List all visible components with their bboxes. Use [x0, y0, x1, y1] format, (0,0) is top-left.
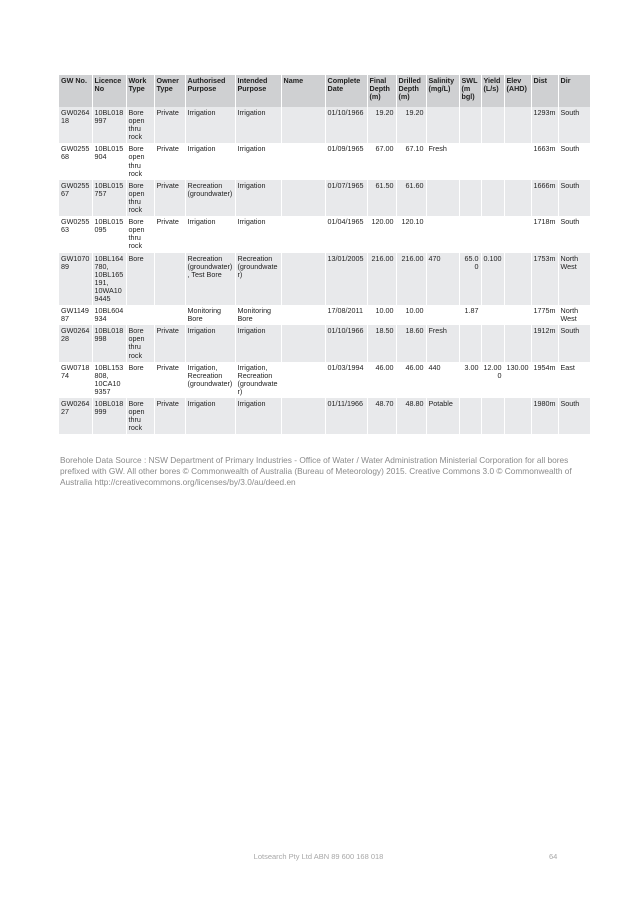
column-header: Dir: [558, 75, 590, 107]
table-cell: 65.00: [459, 253, 481, 306]
table-cell: [481, 143, 504, 179]
table-cell: GW107089: [59, 253, 92, 306]
table-row: [59, 398, 590, 434]
table-cell: GW025568: [59, 143, 92, 179]
table-cell: 10.00: [367, 305, 396, 325]
table-cell: Irrigation: [235, 325, 281, 361]
table-cell: 470: [426, 253, 459, 306]
table-cell: South: [558, 216, 590, 252]
table-cell: 13/01/2005: [325, 253, 367, 306]
table-cell: [504, 253, 531, 306]
table-cell: Bore open thru rock: [126, 143, 154, 179]
table-cell: 10BL018999: [92, 398, 126, 434]
table-cell: 18.60: [396, 325, 426, 361]
table-row: [59, 180, 590, 216]
column-header: GW No.: [59, 75, 92, 107]
table-cell: [504, 216, 531, 252]
table-cell: [481, 107, 504, 143]
table-cell: 17/08/2011: [325, 305, 367, 325]
table-cell: 67.00: [367, 143, 396, 179]
table-cell: Bore open thru rock: [126, 107, 154, 143]
table-cell: Recreation (groundwater): [185, 180, 235, 216]
table-cell: 12.000: [481, 362, 504, 398]
table-cell: 10BL604934: [92, 305, 126, 325]
table-cell: Monitoring Bore: [185, 305, 235, 325]
table-cell: GW026418: [59, 107, 92, 143]
table-cell: 46.00: [396, 362, 426, 398]
table-cell: [281, 107, 325, 143]
column-header: Yield (L/s): [481, 75, 504, 107]
table-cell: 10BL153808, 10CA109357: [92, 362, 126, 398]
table-cell: Bore open thru rock: [126, 180, 154, 216]
table-cell: Irrigation: [235, 398, 281, 434]
table-cell: 19.20: [396, 107, 426, 143]
table-cell: 10BL018998: [92, 325, 126, 361]
table-cell: [459, 143, 481, 179]
table-cell: 1954m: [531, 362, 558, 398]
table-row: [59, 107, 590, 143]
table-cell: 1980m: [531, 398, 558, 434]
table-cell: Bore: [126, 362, 154, 398]
table-cell: North West: [558, 305, 590, 325]
table-row: [59, 253, 590, 306]
column-header: Salinity (mg/L): [426, 75, 459, 107]
table-cell: [426, 107, 459, 143]
table-cell: 10BL015095: [92, 216, 126, 252]
table-cell: Irrigation: [185, 143, 235, 179]
table-header-row: [59, 75, 590, 107]
column-header: Final Depth (m): [367, 75, 396, 107]
table-cell: [426, 305, 459, 325]
column-header: Work Type: [126, 75, 154, 107]
table-row: [59, 362, 590, 398]
table-cell: East: [558, 362, 590, 398]
table-cell: Private: [154, 216, 185, 252]
table-cell: 18.50: [367, 325, 396, 361]
table-cell: 01/03/1994: [325, 362, 367, 398]
table-cell: Irrigation: [185, 325, 235, 361]
footer-company: Lotsearch Pty Ltd ABN 89 600 168 018: [253, 852, 384, 861]
table-cell: [281, 253, 325, 306]
table-cell: Potable: [426, 398, 459, 434]
table-cell: 48.70: [367, 398, 396, 434]
table-cell: 1718m: [531, 216, 558, 252]
table-cell: North West: [558, 253, 590, 306]
table-cell: 440: [426, 362, 459, 398]
column-header: Drilled Depth (m): [396, 75, 426, 107]
table-cell: [154, 305, 185, 325]
table-cell: [281, 216, 325, 252]
table-cell: [281, 362, 325, 398]
table-cell: South: [558, 398, 590, 434]
table-cell: [426, 180, 459, 216]
page-number: 64: [549, 852, 558, 861]
table-cell: 01/04/1965: [325, 216, 367, 252]
table-cell: 01/07/1965: [325, 180, 367, 216]
table-cell: [504, 143, 531, 179]
table-cell: 61.50: [367, 180, 396, 216]
table-cell: 0.100: [481, 253, 504, 306]
table-cell: Private: [154, 107, 185, 143]
table-cell: 01/09/1965: [325, 143, 367, 179]
table-cell: Irrigation: [235, 143, 281, 179]
table-row: [59, 216, 590, 252]
column-header: Elev (AHD): [504, 75, 531, 107]
table-cell: Monitoring Bore: [235, 305, 281, 325]
table-cell: [459, 398, 481, 434]
table-cell: 48.80: [396, 398, 426, 434]
table-cell: 130.00: [504, 362, 531, 398]
table-cell: Private: [154, 398, 185, 434]
table-cell: 01/11/1966: [325, 398, 367, 434]
table-cell: GW026428: [59, 325, 92, 361]
table-cell: [281, 305, 325, 325]
table-cell: [459, 107, 481, 143]
table-cell: Private: [154, 143, 185, 179]
column-header: Licence No: [92, 75, 126, 107]
table-cell: Recreation (groundwater): [235, 253, 281, 306]
table-row: [59, 325, 590, 361]
table-cell: [281, 180, 325, 216]
table-cell: [459, 325, 481, 361]
table-cell: 10BL015904: [92, 143, 126, 179]
table-cell: 1912m: [531, 325, 558, 361]
table-cell: Bore open thru rock: [126, 398, 154, 434]
table-cell: 1775m: [531, 305, 558, 325]
table-cell: 1.87: [459, 305, 481, 325]
table-cell: Bore open thru rock: [126, 325, 154, 361]
table-cell: 10BL018997: [92, 107, 126, 143]
table-cell: Private: [154, 325, 185, 361]
table-cell: 1753m: [531, 253, 558, 306]
table-cell: Irrigation: [235, 107, 281, 143]
table-cell: 1663m: [531, 143, 558, 179]
table-cell: South: [558, 143, 590, 179]
table-cell: [281, 325, 325, 361]
table-cell: 61.60: [396, 180, 426, 216]
table-cell: Irrigation: [185, 107, 235, 143]
table-cell: [126, 305, 154, 325]
table-cell: [281, 143, 325, 179]
table-cell: [504, 398, 531, 434]
source-note: Borehole Data Source : NSW Department of Primary Industries - Office of Water / Water Administration Ministerial Corporation for all bores prefixed with GW. All other bores © Commonwealth of Australia (Bureau of Meteorology) 2015. Creative Commons 3.0 © Commonwealth of Australia http://creativecommons.org/licenses/by/3.0/au/deed.en: [60, 455, 572, 488]
table-cell: GW071874: [59, 362, 92, 398]
table-cell: Bore: [126, 253, 154, 306]
table-cell: GW026427: [59, 398, 92, 434]
column-header: Authorised Purpose: [185, 75, 235, 107]
table-cell: South: [558, 107, 590, 143]
table-cell: Private: [154, 362, 185, 398]
table-cell: [481, 398, 504, 434]
table-cell: South: [558, 180, 590, 216]
table-cell: [481, 180, 504, 216]
column-header: Dist: [531, 75, 558, 107]
column-header: Name: [281, 75, 325, 107]
table-row: [59, 143, 590, 179]
table-cell: Irrigation, Recreation (groundwater): [185, 362, 235, 398]
table-cell: 120.10: [396, 216, 426, 252]
table-cell: Fresh: [426, 143, 459, 179]
table-cell: South: [558, 325, 590, 361]
table-cell: [504, 180, 531, 216]
table-cell: Irrigation, Recreation (groundwater): [235, 362, 281, 398]
table-cell: 216.00: [367, 253, 396, 306]
table-cell: Private: [154, 180, 185, 216]
borehole-table-container: [59, 75, 590, 434]
table-cell: Irrigation: [185, 398, 235, 434]
table-cell: 3.00: [459, 362, 481, 398]
table-cell: [504, 107, 531, 143]
table-cell: Irrigation: [185, 216, 235, 252]
table-cell: 01/10/1966: [325, 325, 367, 361]
table-cell: Recreation (groundwater), Test Bore: [185, 253, 235, 306]
table-cell: Irrigation: [235, 216, 281, 252]
table-cell: [281, 398, 325, 434]
table-cell: GW025563: [59, 216, 92, 252]
column-header: Owner Type: [154, 75, 185, 107]
table-cell: GW114987: [59, 305, 92, 325]
table-cell: Irrigation: [235, 180, 281, 216]
table-cell: [459, 216, 481, 252]
table-cell: Bore open thru rock: [126, 216, 154, 252]
table-cell: [481, 216, 504, 252]
table-cell: GW025567: [59, 180, 92, 216]
table-cell: [481, 325, 504, 361]
table-cell: [459, 180, 481, 216]
table-cell: [504, 325, 531, 361]
table-cell: 10BL164780, 10BL165191, 10WA109445: [92, 253, 126, 306]
table-cell: [481, 305, 504, 325]
table-cell: 46.00: [367, 362, 396, 398]
borehole-table: [59, 75, 591, 434]
table-cell: 1293m: [531, 107, 558, 143]
table-cell: 120.00: [367, 216, 396, 252]
table-cell: 10BL015757: [92, 180, 126, 216]
table-cell: 1666m: [531, 180, 558, 216]
table-cell: [426, 216, 459, 252]
table-cell: 19.20: [367, 107, 396, 143]
column-header: Complete Date: [325, 75, 367, 107]
table-cell: [504, 305, 531, 325]
table-cell: 10.00: [396, 305, 426, 325]
column-header: SWL (m bgl): [459, 75, 481, 107]
table-cell: Fresh: [426, 325, 459, 361]
table-cell: [154, 253, 185, 306]
table-cell: 01/10/1966: [325, 107, 367, 143]
column-header: Intended Purpose: [235, 75, 281, 107]
table-cell: 216.00: [396, 253, 426, 306]
table-row: [59, 305, 590, 325]
table-cell: 67.10: [396, 143, 426, 179]
